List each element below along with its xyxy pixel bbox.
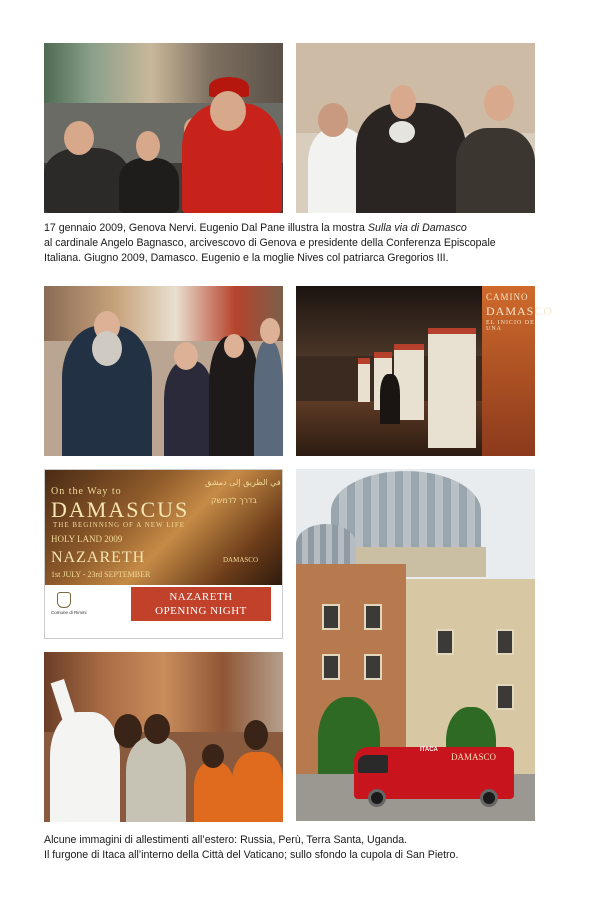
caption-top-line2: al cardinale Angelo Bagnasco, arcivescovo di Genova e presidente della Conferenza Episcopale <box>44 237 496 249</box>
photo-damascus-patriarch <box>296 43 535 213</box>
poster-damasco: DAMASCO <box>223 556 259 564</box>
caption-top-line1: 17 gennaio 2009, Genova Nervi. Eugenio Dal Pane illustra la mostra <box>44 222 368 234</box>
poster-nazareth <box>44 469 283 639</box>
caption-top <box>44 221 554 266</box>
caption-bottom-line2: Il furgone di Itaca all’interno della Città del Vaticano; sullo sfondo la cupola di San Pietro. <box>44 849 459 861</box>
caption-bottom-line1: Alcune immagini di allestimenti all’estero: Russia, Perù, Terra Santa, Uganda. <box>44 834 408 846</box>
poster-holy-land: HOLY LAND 2009 <box>51 534 123 544</box>
photo-russia-priest <box>44 286 283 456</box>
exhibit-panel <box>428 328 476 448</box>
poster-damascus: DAMASCUS <box>51 497 190 522</box>
caption-top-line3: Italiana. Giugno 2009, Damasco. Eugenio e la moglie Nives col patriarca Gregorios III. <box>44 252 449 264</box>
van-damasco-text: DAMASCO <box>451 752 497 762</box>
man-figure <box>456 128 535 213</box>
poster-comune: Comune di Rimini <box>51 610 87 615</box>
poster-nazareth: NAZARETH <box>51 549 146 566</box>
exhibition-banner: CAMINO DAMASCO EL INICIO DE UNA <box>482 286 535 456</box>
man-left <box>44 148 129 213</box>
young-man <box>119 158 179 213</box>
photo-genova-cardinal <box>44 43 283 213</box>
poster-subtitle: THE BEGINNING OF A NEW LIFE <box>53 521 186 529</box>
photo-vatican-van <box>296 469 535 821</box>
photo-uganda <box>44 652 283 822</box>
van-logo: ITACA <box>420 747 438 753</box>
photo-exhibition-corridor <box>296 286 554 456</box>
student-figure <box>232 752 283 822</box>
exhibit-panel <box>358 358 370 402</box>
poster-dates: 1st JULY - 23rd SEPTEMBER <box>51 570 151 579</box>
opening-night-banner: NAZARETH OPENING NIGHT <box>131 587 271 621</box>
patriarch-figure <box>356 103 466 213</box>
man-in-white <box>50 712 120 822</box>
exhibition-title-italic: Sulla via di Damasco <box>367 222 467 234</box>
caption-bottom <box>44 833 554 863</box>
poster-hebrew-title: בדרך לדמשק <box>211 496 258 505</box>
poster-on-the-way: On the Way to <box>51 486 122 497</box>
poster-arabic-title: في الطريق إلى دمشق <box>205 478 281 487</box>
comune-crest-icon <box>57 592 71 608</box>
